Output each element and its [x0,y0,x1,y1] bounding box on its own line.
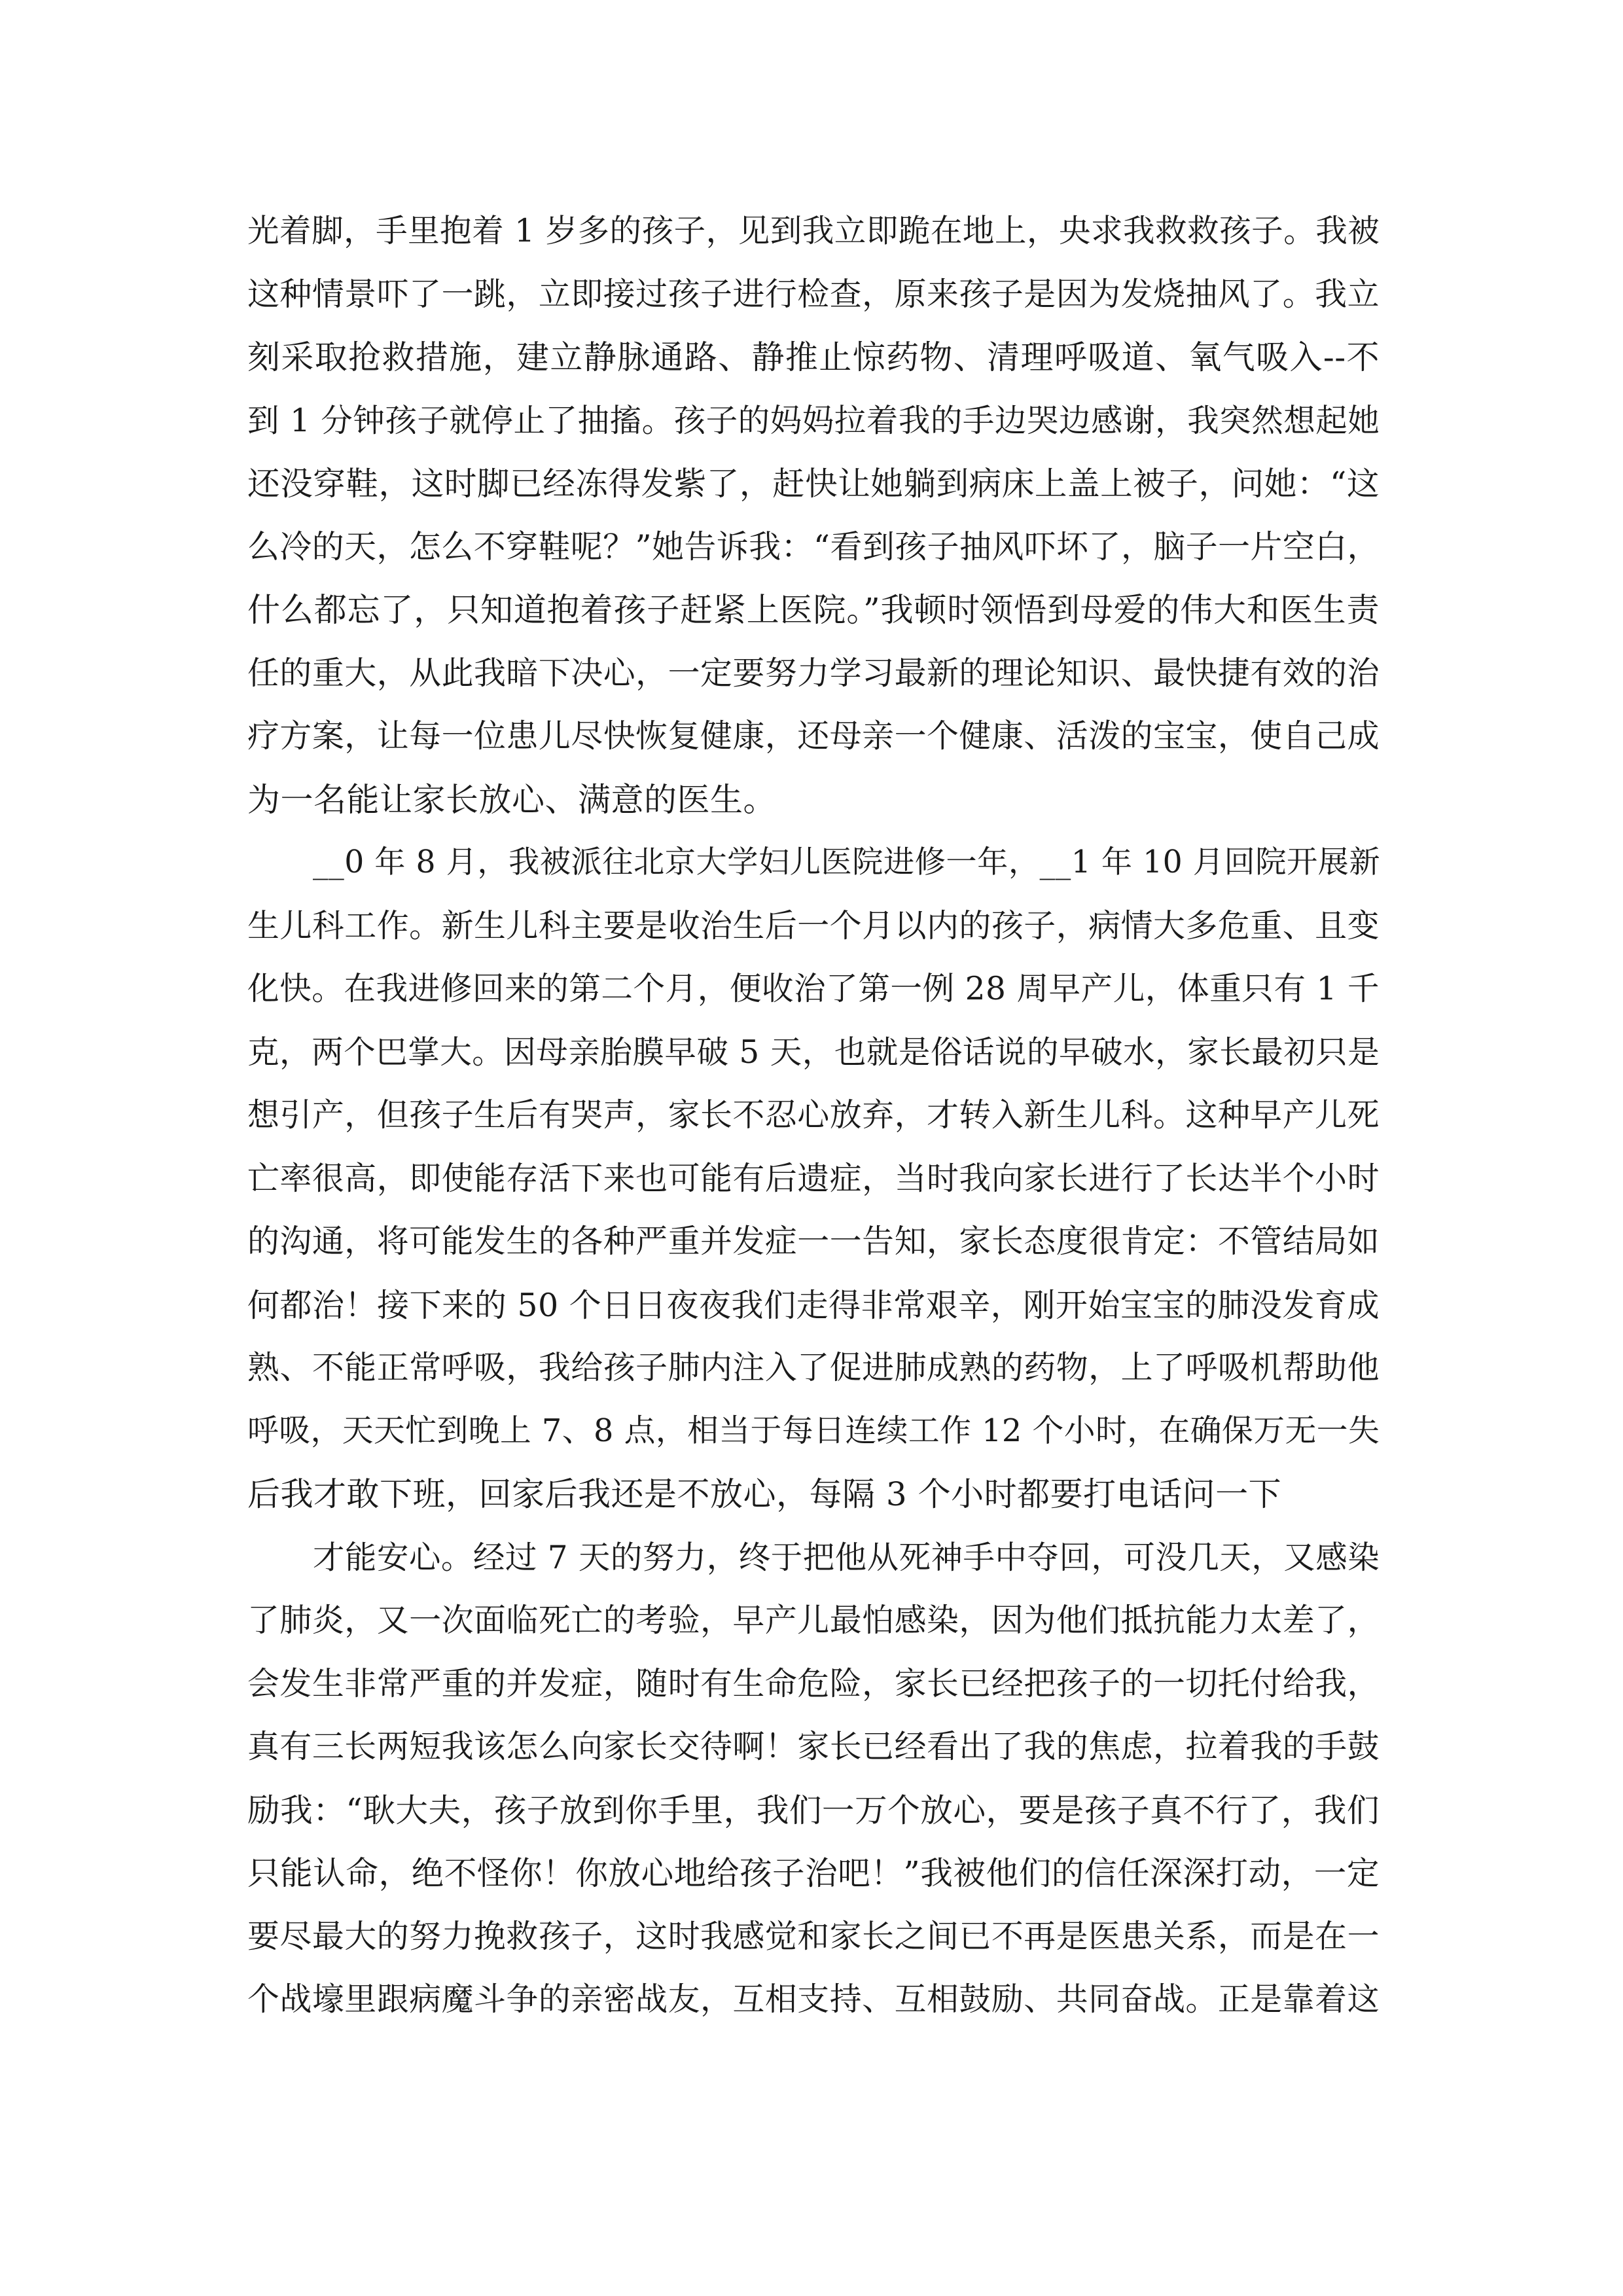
text-line: 化快。在我进修回来的第二个月，便收治了第一例 28 周早产儿，体重只有 1 千 [247,971,1380,1007]
text-line: 会发生非常严重的并发症，随时有生命危险，家长已经把孩子的一切托付给我， [247,1664,1380,1702]
text-line: 疗方案，让每一位患儿尽快恢复健康，还母亲一个健康、活泼的宝宝，使自己成 [247,717,1380,755]
text-line: 亡率很高，即使能存活下来也可能有后遗症，当时我向家长进行了长达半个小时 [247,1159,1380,1197]
text-line: 什么都忘了，只知道抱着孩子赶紧上医院。”我顿时领悟到母爱的伟大和医生责 [247,591,1380,629]
text-line: 想引产，但孩子生后有哭声，家长不忍心放弃，才转入新生儿科。这种早产儿死 [247,1096,1380,1134]
text-line: 任的重大，从此我暗下决心，一定要努力学习最新的理论知识、最快捷有效的治 [247,654,1380,692]
text-line: 了肺炎，又一次面临死亡的考验，早产儿最怕感染，因为他们抵抗能力太差了， [247,1602,1380,1639]
text-line: 何都治！接下来的 50 个日日夜夜我们走得非常艰辛，刚开始宝宝的肺没发育成 [247,1285,1380,1324]
text-line: 只能认命，绝不怪你！你放心地给孩子治吧！”我被他们的信任深深打动，一定 [247,1854,1380,1892]
text-line: 克，两个巴掌大。因母亲胎膜早破 5 天，也就是俗话说的早破水，家长最初只是 [247,1033,1380,1071]
text-line: 刻采取抢救措施，建立静脉通路、静推止惊药物、清理呼吸道、氧气吸入--不 [247,338,1380,376]
text-line: 这种情景吓了一跳，立即接过孩子进行检查，原来孩子是因为发烧抽风了。我立 [247,275,1380,313]
text-line: 么冷的天，怎么不穿鞋呢？”她告诉我：“看到孩子抽风吓坏了，脑子一片空白， [247,528,1380,565]
text-line: 励我：“耿大夫，孩子放到你手里，我们一万个放心，要是孩子真不行了，我们 [247,1791,1380,1829]
text-line: 熟、不能正常呼吸，我给孩子肺内注入了促进肺成熟的药物，上了呼吸机帮助他 [247,1349,1380,1386]
text-line: 才能安心。经过 7 天的努力，终于把他从死神手中夺回，可没几天，又感染 [313,1539,1380,1576]
text-line: 光着脚，手里抱着 1 岁多的孩子，见到我立即跪在地上，央求我救救孩子。我被 [247,213,1380,249]
text-line: 呼吸，天天忙到晚上 7、8 点，相当于每日连续工作 12 个小时，在确保万无一失 [247,1412,1380,1449]
text-line: 个战壕里跟病魔斗争的亲密战友，互相支持、互相鼓励、共同奋战。正是靠着这 [247,1981,1380,2018]
text-line: 还没穿鞋，这时脚已经冻得发紫了，赶快让她躺到病床上盖上被子，问她：“这 [247,465,1380,503]
text-line: 生儿科工作。新生儿科主要是收治生后一个月以内的孩子，病情大多危重、且变 [247,906,1380,944]
text-line: 为一名能让家长放心、满意的医生。 [247,780,776,819]
text-line: __0 年 8 月，我被派往北京大学妇儿医院进修一年，__1 年 10 月回院开展新 [313,844,1381,880]
paragraph-2 [247,831,1380,1526]
text-line: 的沟通，将可能发生的各种严重并发症一一告知，家长态度很肯定：不管结局如 [247,1223,1380,1260]
paragraph-1 [247,200,1380,831]
paragraph-3 [247,1526,1380,2032]
body-text [247,200,1380,2032]
text-line: 真有三长两短我该怎么向家长交待啊！家长已经看出了我的焦虑，拉着我的手鼓 [247,1728,1380,1765]
text-line: 到 1 分钟孩子就停止了抽搐。孩子的妈妈拉着我的手边哭边感谢，我突然想起她 [247,402,1380,439]
text-line: 后我才敢下班，回家后我还是不放心，每隔 3 个小时都要打电话问一下 [247,1475,1282,1513]
text-line: 要尽最大的努力挽救孩子，这时我感觉和家长之间已不再是医患关系，而是在一 [247,1917,1380,1955]
